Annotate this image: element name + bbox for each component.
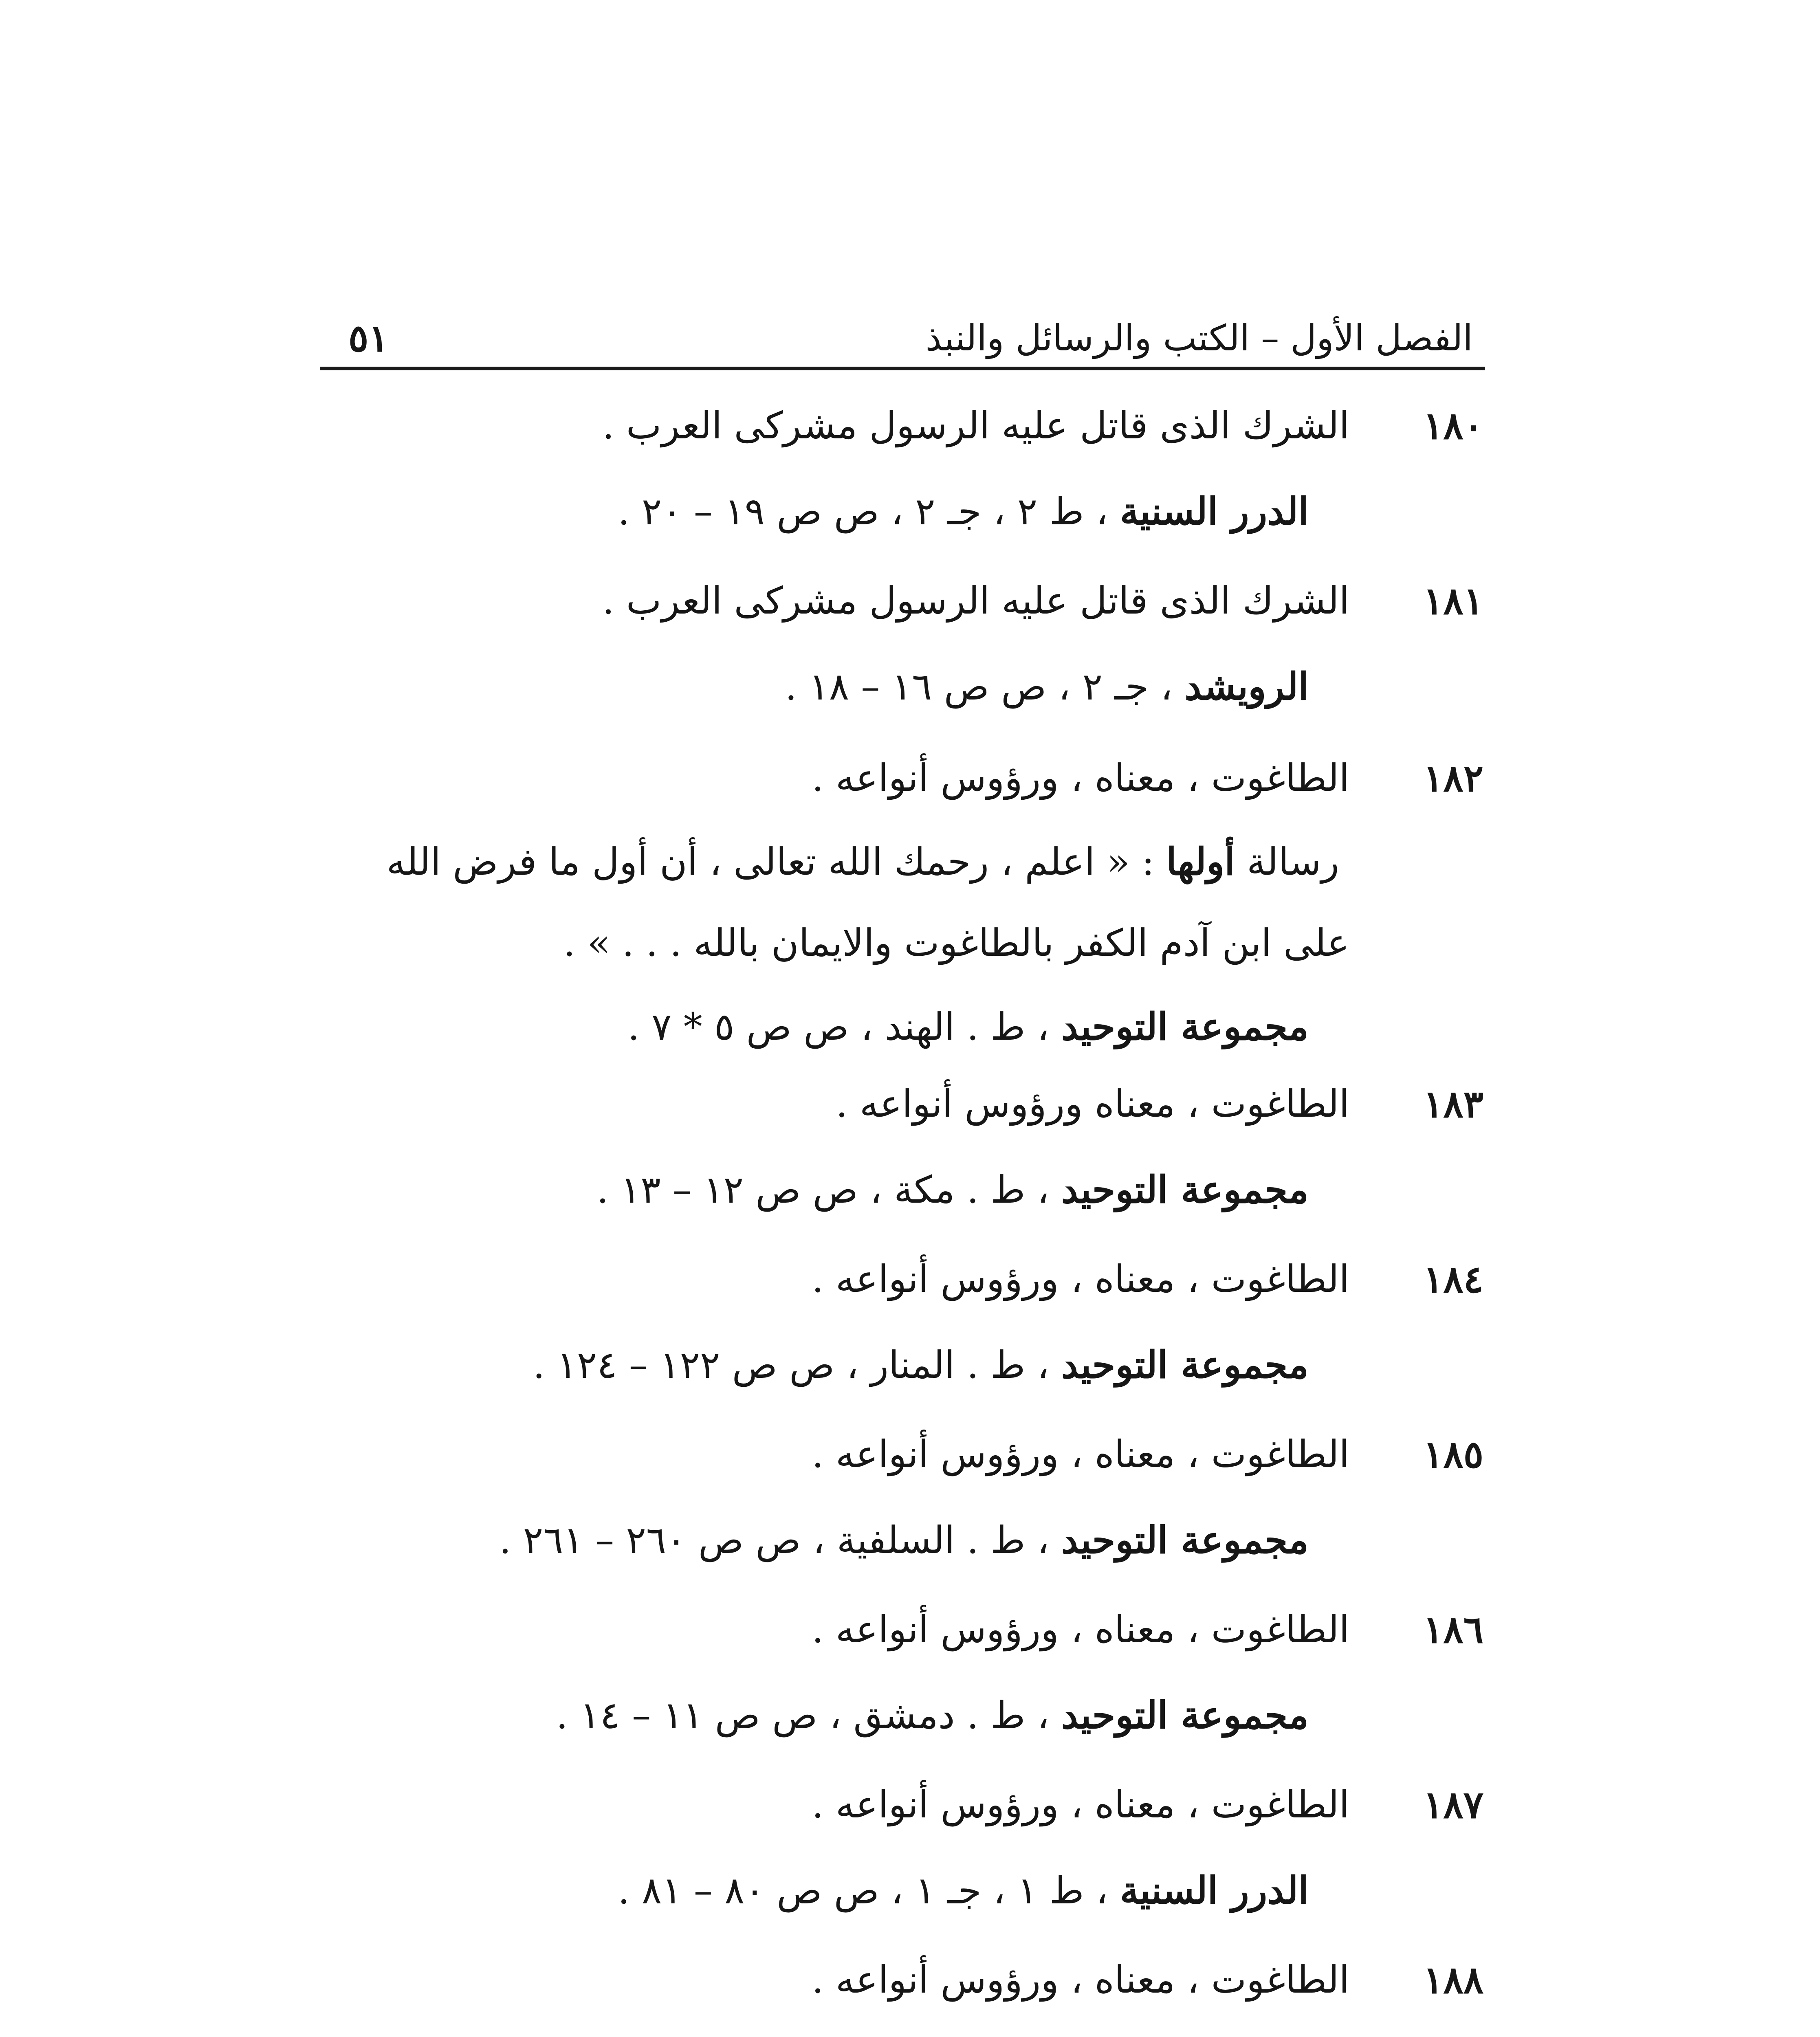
entry-title: الطاغوت ، معناه ورؤوس أنواعه . — [836, 1082, 1349, 1126]
entry-title: الطاغوت ، معناه ، ورؤوس أنواعه . — [812, 1608, 1349, 1651]
entry-source — [556, 1687, 1309, 1744]
entry-title: الطاغوت ، معناه ، ورؤوس أنواعه . — [812, 1257, 1349, 1301]
source-details: ، ط ٢ ، جـ ٢ ، ص ص ١٩ – ٢٠ . — [618, 490, 1120, 533]
entry-quote-line: على ابن آدم الكفر بالطاغوت والايمان بالله . . . » . — [563, 921, 1349, 965]
source-name: الرويشد — [1184, 664, 1309, 708]
source-name: الدرر السنية — [1120, 489, 1309, 533]
source-details: ، ط ١ ، جـ ١ ، ص ص ٨٠ – ٨١ . — [618, 1869, 1120, 1912]
running-title: الفصل الأول – الكتب والرسائل والنبذ — [925, 317, 1473, 359]
quote-intro-bold: أولها — [1166, 840, 1235, 884]
entry-title: الطاغوت ، معناه ، ورؤوس أنواعه . — [812, 1958, 1349, 2002]
source-details: ، ط . السلفية ، ص ص ٢٦٠ – ٢٦١ . — [499, 1518, 1061, 1562]
entry-title: الطاغوت ، معناه ، ورؤوس أنواعه . — [812, 756, 1349, 800]
source-name: مجموعة التوحيد — [1061, 1518, 1309, 1562]
entry-title: الطاغوت ، معناه ، ورؤوس أنواعه . — [812, 1432, 1349, 1476]
running-header — [320, 314, 1485, 370]
entry-title: الطاغوت ، معناه ، ورؤوس أنواعه . — [812, 1783, 1349, 1826]
entry-number: ١٨٤ — [1423, 1257, 1484, 1301]
entry-number: ١٨٧ — [1423, 1783, 1484, 1827]
entry-number: ١٨٠ — [1423, 404, 1484, 448]
source-name: مجموعة التوحيد — [1061, 1343, 1309, 1387]
entry-number: ١٨١ — [1423, 579, 1484, 623]
source-details: ، ط . المنار ، ص ص ١٢٢ – ١٢٤ . — [533, 1343, 1061, 1387]
page-number: ٥١ — [348, 316, 389, 360]
entry-source — [499, 1511, 1309, 1569]
entry-source — [618, 1862, 1309, 1919]
quote-intro: رسالة — [1235, 840, 1339, 884]
entry-title: الشرك الذى قاتل عليه الرسول مشركى العرب . — [602, 579, 1349, 623]
entry-number: ١٨٨ — [1423, 1958, 1484, 2002]
entry-source — [596, 1161, 1309, 1219]
entry-source — [533, 1336, 1309, 1394]
entry-source — [618, 483, 1309, 540]
source-name: مجموعة التوحيد — [1061, 1005, 1309, 1049]
source-details: ، جـ ٢ ، ص ص ١٦ – ١٨ . — [785, 665, 1185, 708]
entry-source — [785, 658, 1309, 715]
source-details: ، ط . الهند ، ص ص ٥ * ٧ . — [627, 1005, 1061, 1049]
entry-quote-line — [387, 833, 1339, 891]
source-name: مجموعة التوحيد — [1061, 1168, 1309, 1212]
source-details: ، ط . دمشق ، ص ص ١١ – ١٤ . — [556, 1694, 1061, 1737]
entry-number: ١٨٦ — [1423, 1608, 1484, 1652]
source-name: الدرر السنية — [1120, 1868, 1309, 1912]
entry-title: الشرك الذى قاتل عليه الرسول مشركى العرب . — [602, 404, 1349, 447]
entry-number: ١٨٣ — [1423, 1082, 1484, 1126]
entry-number: ١٨٥ — [1423, 1432, 1484, 1476]
entry-source — [628, 998, 1309, 1056]
source-details: ، ط . مكة ، ص ص ١٢ – ١٣ . — [596, 1168, 1061, 1212]
quote-text: : « اعلم ، رحمك الله تعالى ، أن أول ما فرض الله — [386, 840, 1166, 884]
source-name: مجموعة التوحيد — [1061, 1693, 1309, 1737]
entry-number: ١٨٢ — [1423, 756, 1484, 800]
